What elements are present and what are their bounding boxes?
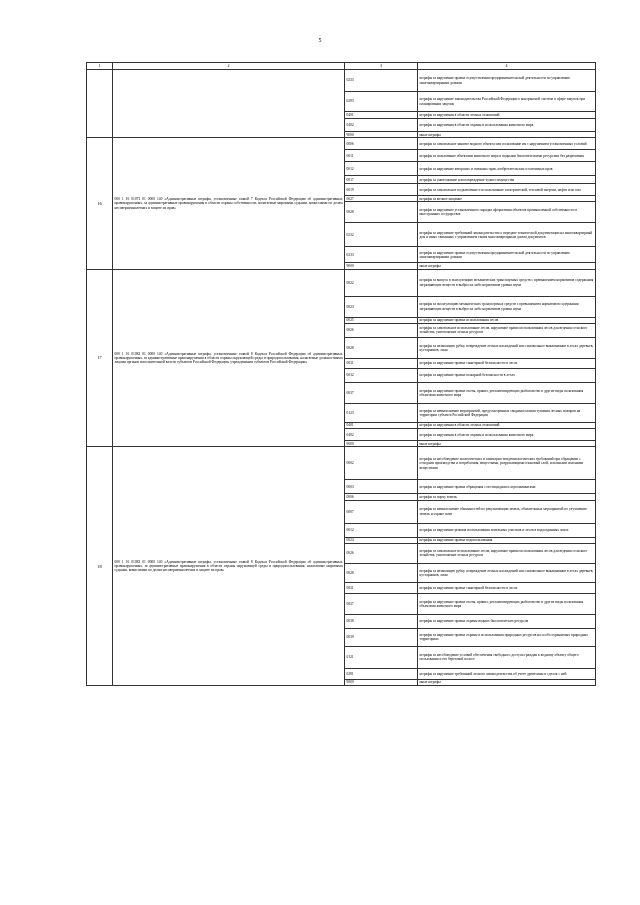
- fine-description-cell: штрафы за нарушение режима использования земельных участков и лесов в водоохранных зонах: [418, 523, 596, 537]
- subcode-cell: 0232: [345, 223, 418, 247]
- subcode-cell: 0007: [345, 500, 418, 523]
- fine-description-cell: штрафы за незаконную рубку, повреждение лесных насаждений или самовольное выкапывание в лесах деревьев, кустарников, лиан: [418, 563, 596, 582]
- fine-description-cell: иные штрафы: [418, 441, 596, 447]
- fine-description-cell: штрафы за эксплуатацию механических транспортных средств с превышением нормативов содержания загрязняющих веществ в выбросах либо нормативов уровня шума: [418, 296, 596, 317]
- fine-description-cell: иные штрафы: [418, 679, 596, 685]
- fine-description-cell: штрафы за уничтожение или повреждение чужого имущества: [418, 176, 596, 184]
- subcode-cell: 0019: [345, 184, 418, 196]
- header-col-4: 4: [418, 63, 596, 70]
- subcode-cell: 0032: [345, 368, 418, 382]
- fine-description-cell: штрафы за нарушения в области лесных отношений: [418, 112, 596, 119]
- fine-description-cell: штрафы за нарушение правил охраны водных биологических ресурсов: [418, 614, 596, 628]
- fine-description-cell: штрафы за нарушение законодательства Российской Федерации о контрактной системе в сфере закупок при планировании закупок: [418, 92, 596, 112]
- fine-description-cell: штрафы за невыполнение мероприятий, предусмотренных сводным планом тушения лесных пожаров на территории субъекта Российской Федерации: [418, 403, 596, 422]
- subcode-cell: 0402: [345, 119, 418, 132]
- fine-description-cell: штрафы за нарушение правил санитарной безопасности в лесах: [418, 358, 596, 368]
- fine-description-cell: штрафы за невыполнение обязанностей по рекультивации земель, обязательных мероприятий по улучшению земель и охране почв: [418, 500, 596, 523]
- subcode-cell: 9000: [345, 679, 418, 685]
- fine-description-cell: штрафы за нарушение требований лесного законодательства об учете древесины и сделок с ней: [418, 668, 596, 679]
- subcode-cell: 0023: [345, 296, 418, 317]
- table-header-row: [87, 63, 596, 70]
- row-number-cell: 17: [87, 269, 113, 447]
- fine-description-cell: штрафы за нарушение правил пожарной безопасности в лесах: [418, 368, 596, 382]
- subcode-cell: 0024: [345, 537, 418, 543]
- fine-description-cell: штрафы за нарушения в области охраны и использования животного мира: [418, 119, 596, 132]
- subcode-cell: 0233: [345, 70, 418, 92]
- subcode-cell: 0026: [345, 543, 418, 563]
- subcode-cell: 0026: [345, 323, 418, 337]
- fine-description-cell: штрафы за нарушение требований законодательства о передаче технической документации на многоквартирный дом и иных связанных с управлением таким многоквартирным домом документов: [418, 223, 596, 247]
- subcode-cell: 0022: [345, 269, 418, 296]
- fine-description-cell: штрафы за нарушение установленного порядка оформления объектов промышленной собственности в иностранных государствах: [418, 202, 596, 223]
- fine-description-cell: штрафы за нарушение авторских и смежных прав, изобретательских и патентных прав: [418, 162, 596, 176]
- table-row: [87, 447, 596, 480]
- kbk-description-cell: [113, 70, 345, 138]
- row-number-cell: [87, 70, 113, 138]
- fine-description-cell: штрафы за выпуск в эксплуатацию механических транспортных средств с превышением нормативов содержания загрязняющих веществ в выбросах либо нормативов уровня шума: [418, 269, 596, 296]
- subcode-cell: 0027: [345, 196, 418, 202]
- fine-description-cell: штрафы за нарушение правил охоты, правил, регламентирующих рыболовство и другие виды пользования объектами животного мира: [418, 593, 596, 614]
- subcode-cell: 9000: [345, 263, 418, 269]
- fine-description-cell: штрафы за самовольное использование лесов, нарушение правил использования лесов для ведения сельского хозяйства, уничтожение лесных ресурсов: [418, 543, 596, 563]
- subcode-cell: 0006: [345, 494, 418, 500]
- fine-description-cell: штрафы за нарушение правил санитарной безопасности в лесах: [418, 582, 596, 593]
- fine-description-cell: штрафы за нарушения в области охраны и использования животного мира: [418, 429, 596, 441]
- subcode-cell: 0401: [345, 422, 418, 428]
- subcode-cell: 0401: [345, 112, 418, 119]
- subcode-cell: 0003: [345, 480, 418, 494]
- subcode-cell: 9000: [345, 441, 418, 447]
- fine-description-cell: штрафы за нарушения в области лесных отношений: [418, 422, 596, 428]
- subcode-cell: 0017: [345, 176, 418, 184]
- subcode-cell: 0038: [345, 614, 418, 628]
- subcode-cell: 0123: [345, 403, 418, 422]
- subcode-cell: 0012: [345, 523, 418, 537]
- header-col-1: 1: [87, 63, 113, 70]
- subcode-cell: 0402: [345, 429, 418, 441]
- fine-description-cell: штрафы за мелкое хищение: [418, 196, 596, 202]
- table-row: [87, 70, 596, 92]
- kbk-description-cell: 000 1 16 01073 01 0000 140 «Административные штрафы, установленные главой 7 Кодекса Российской Федерации об административных правонарушениях, за административные правонарушения в области охраны собственности, налагаемые мировыми судьями, комиссиями по делам несовершеннолетних и защите их прав»: [113, 138, 345, 269]
- fine-description-cell: штрафы за порчу земель: [418, 494, 596, 500]
- kbk-description-cell: 000 1 16 01083 01 0000 140 «Административные штрафы, установленные главой 8 Кодекса Российской Федерации об административных правонарушениях, за административные правонарушения в области охраны окружающей среды и природопользования, налагаемые мировыми судьями, комиссиями по делам несовершеннолетних и защите их прав»: [113, 447, 345, 686]
- subcode-cell: 0012: [345, 162, 418, 176]
- fine-description-cell: штрафы за несоблюдение условий обеспечения свободного доступа граждан к водному объекту общего пользования и его береговой полосе: [418, 646, 596, 668]
- table-row: [87, 269, 596, 296]
- row-number-cell: 16: [87, 138, 113, 269]
- subcode-cell: 0031: [345, 358, 418, 368]
- subcode-cell: 0006: [345, 138, 418, 150]
- header-col-3: 3: [345, 63, 418, 70]
- fine-description-cell: иные штрафы: [418, 132, 596, 138]
- subcode-cell: 0037: [345, 382, 418, 403]
- subcode-cell: 0028: [345, 337, 418, 358]
- subcode-cell: 0281: [345, 668, 418, 679]
- subcode-cell: 0025: [345, 317, 418, 323]
- subcode-cell: 0233: [345, 247, 418, 263]
- fine-description-cell: штрафы за нарушение правил охраны и использования природных ресурсов на особо охраняемых природных территориях: [418, 628, 596, 646]
- fine-description-cell: штрафы за нарушение правил осуществления предпринимательской деятельности по управлению многоквартирными домами: [418, 70, 596, 92]
- subcode-cell: 0011: [345, 150, 418, 162]
- fine-description-cell: штрафы за самовольное подключение и использование электрической, тепловой энергии, нефти или газа: [418, 184, 596, 196]
- fine-description-cell: штрафы за нарушение правил осуществления предпринимательской деятельности по управлению многоквартирными домами: [418, 247, 596, 263]
- kbk-description-cell: 000 1 16 01082 01 0000 140 «Административные штрафы, установленные главой 8 Кодекса Российской Федерации об административных правонарушениях, за административные правонарушения в области охраны окружающей среды и природопользования, налагаемые должностными лицами органов исполнительной власти субъектов Российской Федерации, учреждениями субъектов Российской Федерации»: [113, 269, 345, 447]
- fine-description-cell: штрафы за нарушение правил охоты, правил, регламентирующих рыболовство и другие виды пользования объектами животного мира: [418, 382, 596, 403]
- subcode-cell: 0037: [345, 593, 418, 614]
- header-col-2: 2: [113, 63, 345, 70]
- subcode-cell: 0293: [345, 92, 418, 112]
- page-number: 5: [318, 38, 322, 44]
- fine-description-cell: штрафы за незаконную рубку, повреждение лесных насаждений или самовольное выкапывание в лесах деревьев, кустарников, лиан: [418, 337, 596, 358]
- fine-description-cell: штрафы за самовольное использование лесов, нарушение правил использования лесов для ведения сельского хозяйства, уничтожение лесных ресурсов: [418, 323, 596, 337]
- subcode-cell: 0028: [345, 202, 418, 223]
- fine-description-cell: штрафы за нарушение правил водопользования: [418, 537, 596, 543]
- fine-description-cell: штрафы за пользование объектами животного мира и водными биологическими ресурсами без разрешения: [418, 150, 596, 162]
- fine-description-cell: иные штрафы: [418, 263, 596, 269]
- fines-table: [86, 62, 596, 686]
- subcode-cell: 0039: [345, 628, 418, 646]
- fine-description-cell: штрафы за несоблюдение экологических и санитарно-эпидемиологических требований при обращении с отходами производства и потребления, веществами, разрушающими озоновый слой, или иными опасными веществами: [418, 447, 596, 480]
- fine-description-cell: штрафы за самовольное занятие водного объекта или пользование им с нарушением установленных условий: [418, 138, 596, 150]
- subcode-cell: 0121: [345, 646, 418, 668]
- subcode-cell: 9000: [345, 132, 418, 138]
- fine-description-cell: штрафы за нарушение правил использования лесов: [418, 317, 596, 323]
- fine-description-cell: штрафы за нарушение правил обращения с пестицидами и агрохимикатами: [418, 480, 596, 494]
- subcode-cell: 0028: [345, 563, 418, 582]
- table-row: [87, 138, 596, 150]
- subcode-cell: 0031: [345, 582, 418, 593]
- subcode-cell: 0002: [345, 447, 418, 480]
- row-number-cell: 18: [87, 447, 113, 686]
